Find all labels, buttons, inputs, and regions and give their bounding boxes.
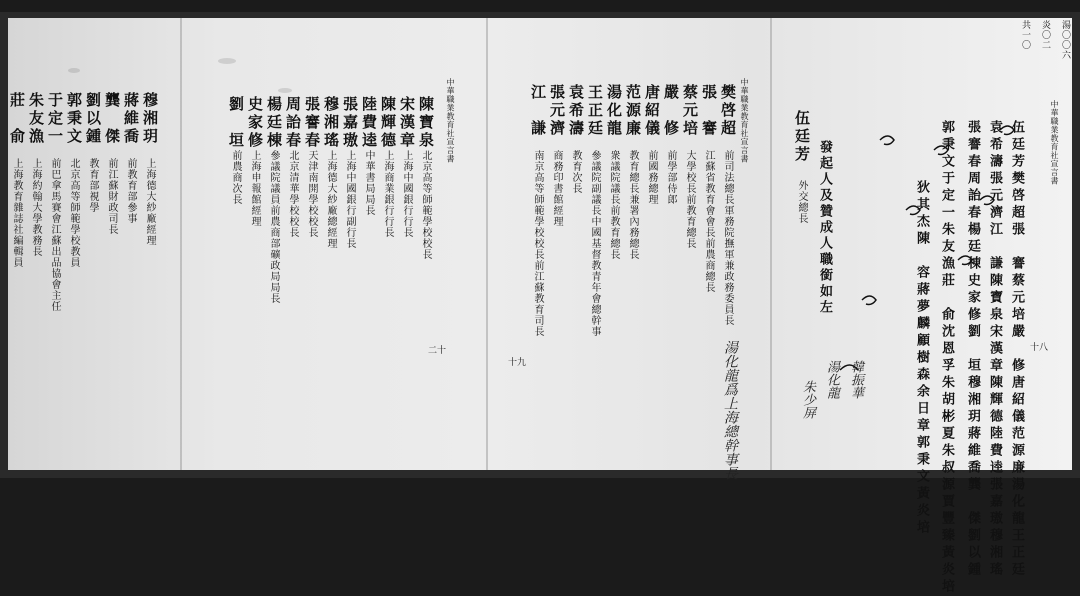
entry-title: 前巴拿馬賽會江蘇出品協會主任 xyxy=(49,158,60,312)
stain-mark xyxy=(218,58,236,64)
page-number: 十九 xyxy=(508,358,527,368)
entry-title: 教育總長兼署內務總長 xyxy=(627,150,638,260)
entry-name: 范源廉 xyxy=(624,84,642,138)
entry-name: 于定一 xyxy=(46,92,64,146)
entry-name: 楊廷棟 xyxy=(265,96,283,150)
entry-title: 上海教育雜誌社編輯員 xyxy=(11,158,22,268)
entry-title: 參議院副議長中國基督教青年會總幹事 xyxy=(589,150,600,337)
entry-name: 莊 俞 xyxy=(8,92,26,146)
entry-title: 前江蘇財政司長 xyxy=(106,158,117,235)
entry-name: 王正廷 xyxy=(586,84,604,138)
top-note: 湯〇〇六 xyxy=(1060,20,1070,60)
page-header: 中華職業教育社宣言書 xyxy=(446,78,455,163)
entry-name: 龔 傑 xyxy=(103,92,121,146)
entry-title: 前農商次長 xyxy=(230,150,241,205)
handwritten-signature: 朱少屏 xyxy=(800,380,815,419)
top-note: 炎〇二 xyxy=(1040,20,1050,50)
entry-name: 江 謙 xyxy=(529,84,547,138)
entry-name: 劉 垣 xyxy=(227,96,245,150)
entry-title: 前學部侍郎 xyxy=(665,150,676,205)
name-column-a: 伍廷芳樊啓超張 謇蔡元培嚴 修唐紹儀范源廉湯化龍王正廷 xyxy=(1009,120,1024,579)
entry-title: 上海約翰大學教務長 xyxy=(30,158,41,257)
name-column-b: 袁希濤張元濟江 謙陳寶泉宋漢章陳輝德陸費逵張嘉璈穆湘瑤 xyxy=(987,120,1002,579)
founder-name: 伍廷芳 xyxy=(793,110,811,164)
stain-mark xyxy=(278,88,292,93)
handwritten-note: 湯化龍 xyxy=(824,360,839,399)
name-column-c: 張謇春周詒春楊廷棟史家修劉 垣穆湘玥蔣維喬龔 傑劉以鍾 xyxy=(965,120,980,579)
entry-title: 江蘇省教育會會長前農商總長 xyxy=(703,150,714,293)
stain-mark xyxy=(68,68,80,73)
page-number: 二十 xyxy=(428,346,447,356)
entry-name: 袁希濤 xyxy=(567,84,585,138)
handwritten-note: 湯化龍爲上海總幹事長 xyxy=(722,340,738,480)
entry-name: 陳寶泉 xyxy=(417,96,435,150)
entry-name: 樊啓超 xyxy=(719,84,737,138)
entry-name: 張元濟 xyxy=(548,84,566,138)
entry-name: 蔡元培 xyxy=(681,84,699,138)
page-header: 中華職業教育社宣言書 xyxy=(1050,100,1059,185)
page-fold xyxy=(486,18,488,470)
entry-title: 教育次長 xyxy=(570,150,581,194)
entry-name: 劉以鍾 xyxy=(84,92,102,146)
entry-title: 前國務總理 xyxy=(646,150,657,205)
page-number: 十八 xyxy=(1030,343,1049,353)
page-header: 中華職業教育社宣言書 xyxy=(740,78,749,163)
entry-name: 朱友漁 xyxy=(27,92,45,146)
entry-name: 湯化龍 xyxy=(605,84,623,138)
founder-title: 外交總長 xyxy=(796,180,807,224)
closing-text: 發起人及贊成人職銜如左 xyxy=(817,140,832,316)
entry-title: 上海德大紗廠經理 xyxy=(144,158,155,246)
entry-title: 前教育部參事 xyxy=(125,158,136,224)
page-fold xyxy=(180,18,182,470)
entry-title: 大學校長前教育總長 xyxy=(684,150,695,249)
entry-name: 周詒春 xyxy=(284,96,302,150)
entry-title: 北京高等師範學校校長 xyxy=(420,150,431,260)
entry-title: 北京高等師範學校教員 xyxy=(68,158,79,268)
entry-title: 上海申報館經理 xyxy=(249,150,260,227)
entry-title: 上海商業銀行行長 xyxy=(382,150,393,238)
entry-name: 史家修 xyxy=(246,96,264,150)
entry-title: 南京高等師範學校校長前江蘇教育司長 xyxy=(532,150,543,337)
entry-title: 上海中國銀行行長 xyxy=(401,150,412,238)
entry-name: 張謇春 xyxy=(303,96,321,150)
entry-name: 穆湘玥 xyxy=(141,92,159,146)
entry-title: 衆議院議長前教育總長 xyxy=(608,150,619,260)
entry-title: 參議院議員前農商部礦政局局長 xyxy=(268,150,279,304)
entry-name: 張 謇 xyxy=(700,84,718,138)
entry-name: 蔣維喬 xyxy=(122,92,140,146)
handwritten-note: 韓振華 xyxy=(848,360,863,399)
entry-name: 張嘉璈 xyxy=(341,96,359,150)
entry-name: 郭秉文 xyxy=(65,92,83,146)
entry-title: 上海德大紗廠總經理 xyxy=(325,150,336,249)
page-fold xyxy=(770,18,772,470)
entry-name: 陸費逵 xyxy=(360,96,378,150)
entry-title: 商務印書館經理 xyxy=(551,150,562,227)
entry-title: 前司法總長軍務院撫軍兼政務委員長 xyxy=(722,150,733,326)
entry-name: 穆湘瑤 xyxy=(322,96,340,150)
name-column-e: 狄其杰陳 容蔣夢麟顧樹森余日章郭秉文黃炎培 xyxy=(914,180,929,537)
entry-title: 北京清華學校校長 xyxy=(287,150,298,238)
entry-title: 教育部視學 xyxy=(87,158,98,213)
name-column-d: 郭秉文于定一朱友漁莊 俞沈恩孚朱胡彬夏朱叔源賈豐臻黃炎培 xyxy=(939,120,954,596)
entry-title: 上海中國銀行副行長 xyxy=(344,150,355,249)
entry-name: 唐紹儀 xyxy=(643,84,661,138)
entry-title: 天津南開學校校長 xyxy=(306,150,317,238)
entry-name: 宋漢章 xyxy=(398,96,416,150)
entry-name: 嚴 修 xyxy=(662,84,680,138)
top-note: 共一〇 xyxy=(1020,20,1030,50)
entry-title: 中華書局局長 xyxy=(363,150,374,216)
entry-name: 陳輝德 xyxy=(379,96,397,150)
